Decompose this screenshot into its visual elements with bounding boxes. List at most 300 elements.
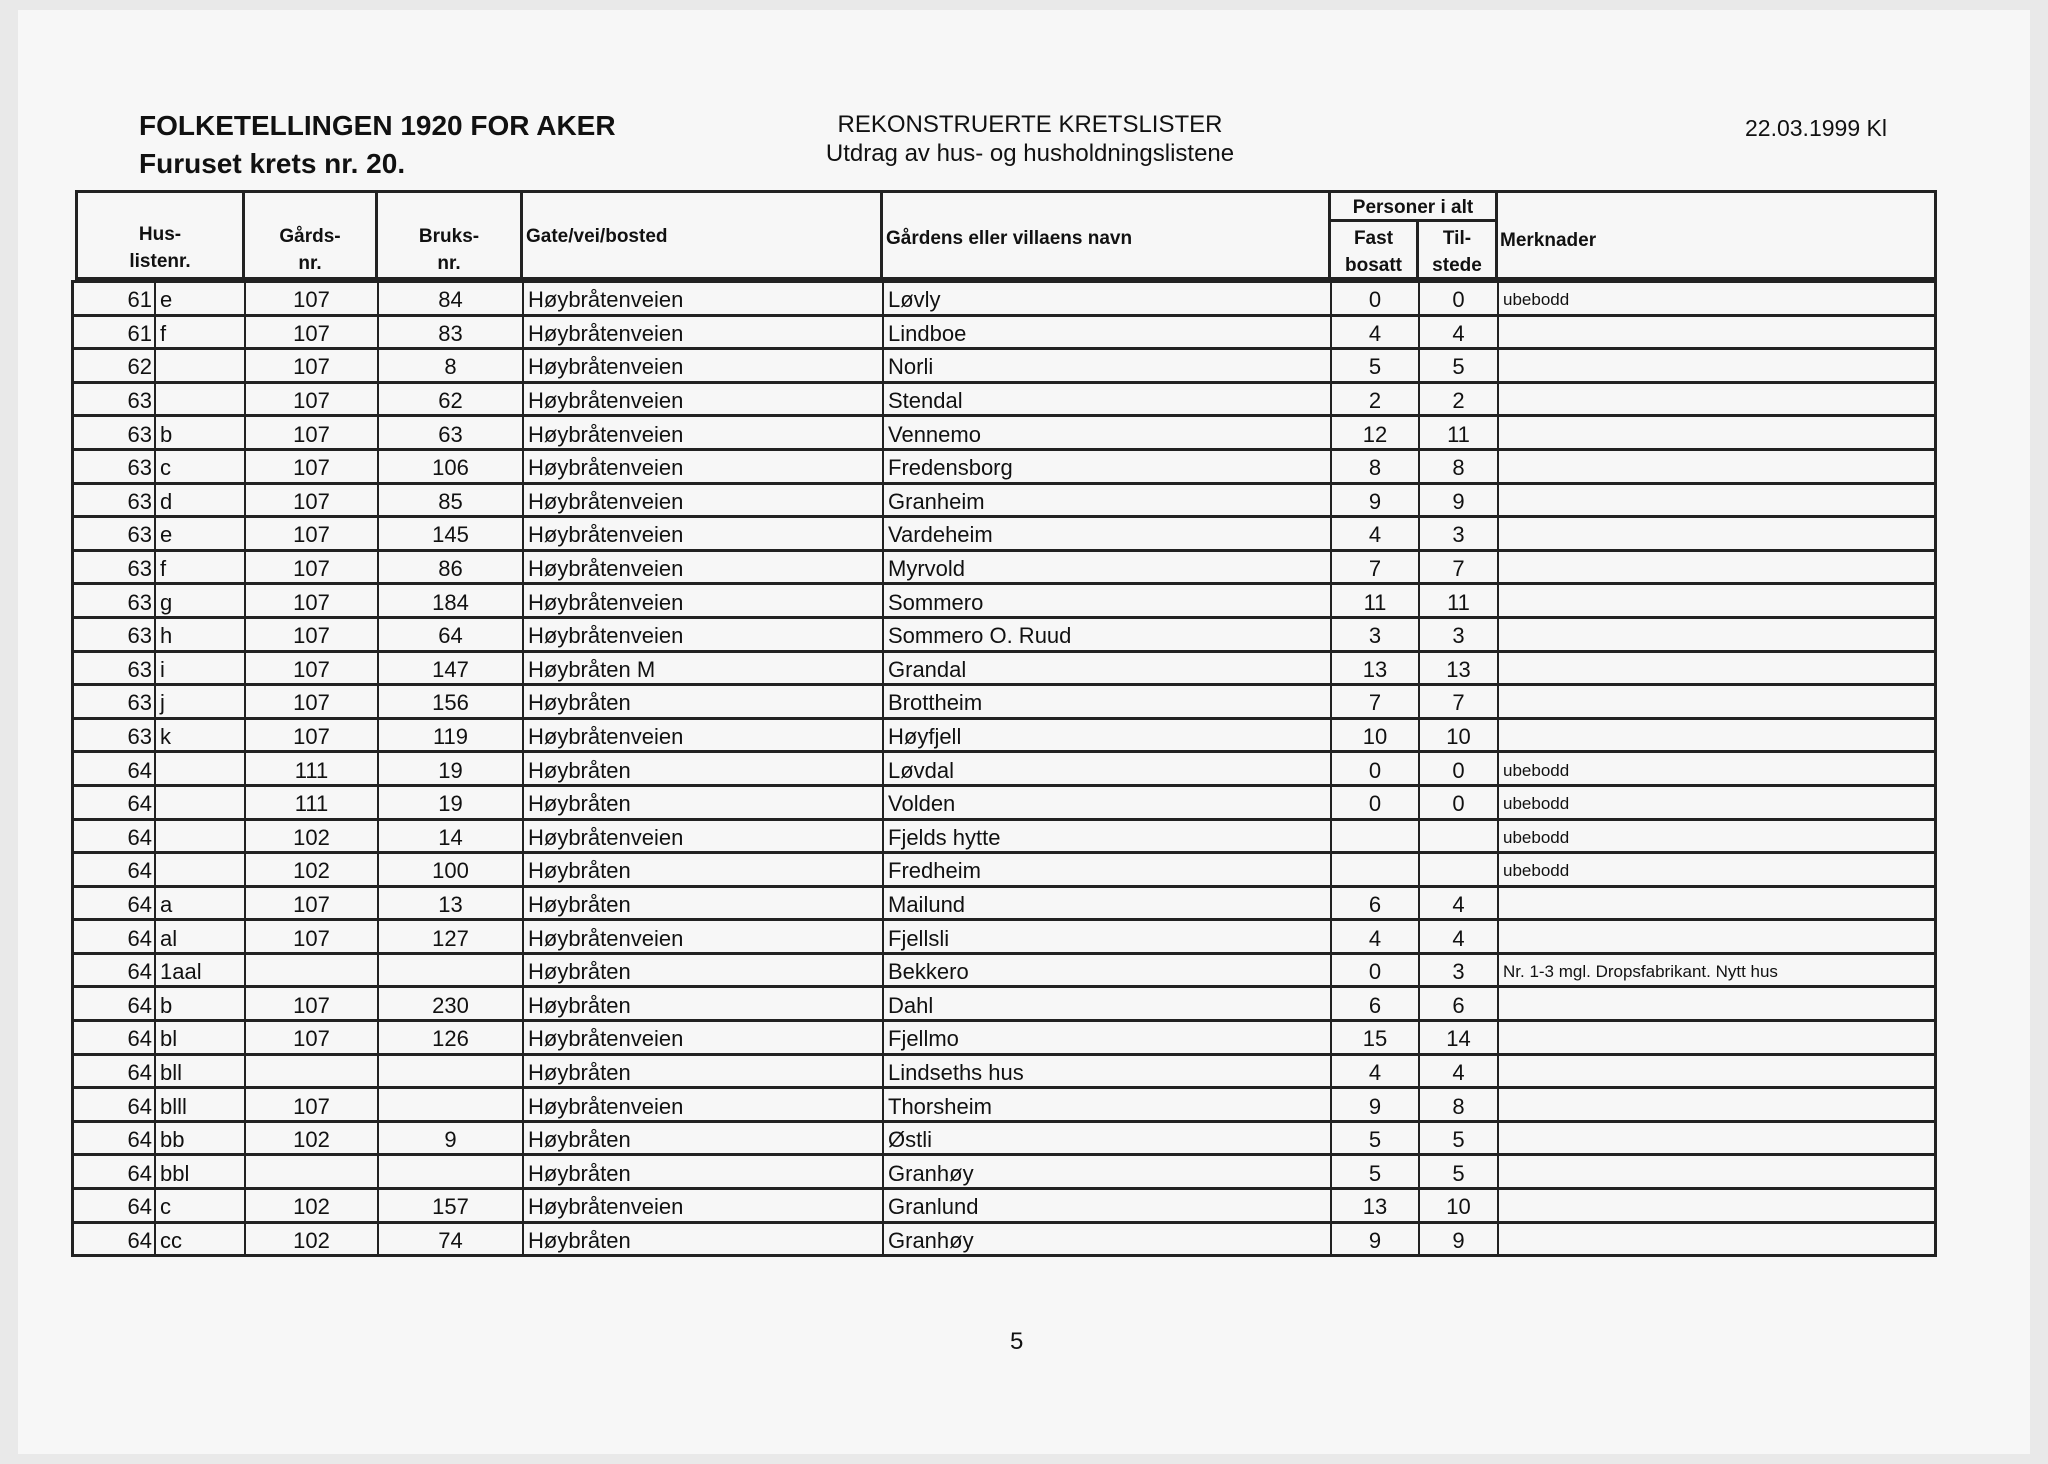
header-hus: Hus-: [138, 224, 182, 245]
cell-fast: 13: [1330, 1190, 1418, 1221]
cell-fast: 10: [1330, 720, 1418, 751]
cell-fast: 0: [1330, 283, 1418, 314]
cell-merk: [1497, 451, 1934, 482]
cell-merk: [1497, 1089, 1934, 1120]
header-merknader: Merknader: [1500, 230, 1597, 251]
cell-let: b: [154, 988, 244, 1019]
table-row: [74, 750, 1934, 784]
cell-til: 3: [1418, 619, 1497, 650]
cell-merk: [1497, 988, 1934, 1019]
cell-til: 4: [1418, 1056, 1497, 1087]
cell-num: 62: [127, 354, 152, 380]
cell-navn: Volden: [882, 787, 1330, 818]
cell-num: 61: [127, 320, 152, 346]
header-personer: Personer i alt: [1352, 197, 1474, 218]
cell-merk: [1497, 921, 1934, 952]
cell-gard: [244, 955, 377, 986]
cell-num: 63: [127, 388, 152, 414]
cell-bruk: 157: [377, 1190, 522, 1221]
cell-navn: Brottheim: [882, 686, 1330, 717]
cell-num: 64: [127, 858, 152, 884]
cell-til: 2: [1418, 384, 1497, 415]
cell-gate: Høybråten M: [522, 653, 882, 684]
cell-gate: Høybråtenveien: [522, 1190, 882, 1221]
cell-bruk: 127: [377, 921, 522, 952]
cell-num: 64: [127, 824, 152, 850]
cell-gate: Høybråtenveien: [522, 720, 882, 751]
cell-til: 6: [1418, 988, 1497, 1019]
cell-fast: 5: [1330, 350, 1418, 381]
cell-navn: Vennemo: [882, 417, 1330, 448]
page-number: 5: [1010, 1328, 1024, 1355]
cell-merk: ubebodd: [1497, 854, 1934, 885]
cell-merk: [1497, 417, 1934, 448]
cell-til: 14: [1418, 1022, 1497, 1053]
cell-num: 63: [127, 656, 152, 682]
cell-num: 64: [127, 1160, 152, 1186]
cell-bruk: 19: [377, 787, 522, 818]
cell-num: 63: [127, 589, 152, 615]
cell-navn: Grandal: [882, 653, 1330, 684]
cell-let: bll: [154, 1056, 244, 1087]
cell-til: 11: [1418, 417, 1497, 448]
table-row: [74, 952, 1934, 986]
table-row: [74, 1120, 1934, 1154]
cell-fast: 0: [1330, 753, 1418, 784]
cell-bruk: [377, 1089, 522, 1120]
table-row: [74, 1019, 1934, 1053]
cell-bruk: 63: [377, 417, 522, 448]
cell-let: i: [154, 653, 244, 684]
cell-merk: ubebodd: [1497, 753, 1934, 784]
cell-bruk: 9: [377, 1123, 522, 1154]
table-row: [74, 818, 1934, 852]
cell-navn: Fjellsli: [882, 921, 1330, 952]
table-row: [74, 582, 1934, 616]
cell-fast: 4: [1330, 317, 1418, 348]
cell-gard: 107: [244, 619, 377, 650]
cell-let: f: [154, 552, 244, 583]
cell-navn: Fredheim: [882, 854, 1330, 885]
cell-merk: [1497, 1022, 1934, 1053]
cell-til: 10: [1418, 1190, 1497, 1221]
table-row: [74, 381, 1934, 415]
cell-navn: Dahl: [882, 988, 1330, 1019]
table-row: [74, 1187, 1934, 1221]
cell-bruk: [377, 1156, 522, 1187]
cell-let: [154, 753, 244, 784]
cell-merk: [1497, 317, 1934, 348]
table-row: [74, 347, 1934, 381]
cell-gate: Høybråten: [522, 1156, 882, 1187]
cell-gate: Høybråten: [522, 888, 882, 919]
document-title: FOLKETELLINGEN 1920 FOR AKER: [139, 110, 616, 141]
cell-gard: 107: [244, 921, 377, 952]
cell-merk: ubebodd: [1497, 787, 1934, 818]
header-listenr: listenr.: [129, 251, 191, 272]
cell-gate: Høybråtenveien: [522, 518, 882, 549]
cell-merk: [1497, 1056, 1934, 1087]
table-row: [74, 985, 1934, 1019]
cell-navn: Granheim: [882, 485, 1330, 516]
table-row: [74, 616, 1934, 650]
cell-let: g: [154, 585, 244, 616]
cell-navn: Stendal: [882, 384, 1330, 415]
cell-let: h: [154, 619, 244, 650]
cell-til: 5: [1418, 1123, 1497, 1154]
cell-num: 63: [127, 522, 152, 548]
cell-num: 64: [127, 959, 152, 985]
cell-gate: Høybråten: [522, 1224, 882, 1255]
cell-gard: 107: [244, 720, 377, 751]
cell-navn: Granlund: [882, 1190, 1330, 1221]
cell-gate: Høybråten: [522, 787, 882, 818]
cell-num: 64: [127, 1227, 152, 1253]
cell-gard: 107: [244, 384, 377, 415]
cell-til: [1418, 854, 1497, 885]
cell-gard: 102: [244, 1224, 377, 1255]
cell-num: 64: [127, 1127, 152, 1153]
cell-fast: 3: [1330, 619, 1418, 650]
cell-gate: Høybråten: [522, 753, 882, 784]
table-row: [74, 784, 1934, 818]
table-row: [74, 1053, 1934, 1087]
cell-fast: 4: [1330, 518, 1418, 549]
cell-fast: [1330, 854, 1418, 885]
cell-let: bbl: [154, 1156, 244, 1187]
cell-navn: Vardeheim: [882, 518, 1330, 549]
table-row: [74, 280, 1934, 314]
cell-gard: [244, 1056, 377, 1087]
cell-gate: Høybråten: [522, 686, 882, 717]
cell-til: 0: [1418, 283, 1497, 314]
cell-fast: 6: [1330, 888, 1418, 919]
cell-let: k: [154, 720, 244, 751]
cell-merk: [1497, 653, 1934, 684]
cell-gard: 107: [244, 451, 377, 482]
cell-navn: Lindboe: [882, 317, 1330, 348]
header-bruks: Bruks-: [418, 226, 480, 247]
cell-fast: 9: [1330, 485, 1418, 516]
cell-fast: 11: [1330, 585, 1418, 616]
table-row: [74, 717, 1934, 751]
cell-num: 63: [127, 724, 152, 750]
cell-let: a: [154, 888, 244, 919]
cell-til: 0: [1418, 787, 1497, 818]
cell-gate: Høybråtenveien: [522, 921, 882, 952]
cell-navn: Granhøy: [882, 1156, 1330, 1187]
cell-num: 63: [127, 421, 152, 447]
cell-til: 4: [1418, 888, 1497, 919]
cell-gate: Høybråtenveien: [522, 451, 882, 482]
cell-fast: 5: [1330, 1156, 1418, 1187]
header-til: Til-: [1442, 228, 1472, 249]
header-bruks-nr: nr.: [437, 253, 461, 274]
cell-num: 64: [127, 1059, 152, 1085]
cell-merk: [1497, 686, 1934, 717]
cell-gate: Høybråten: [522, 854, 882, 885]
cell-navn: Løvdal: [882, 753, 1330, 784]
cell-merk: [1497, 585, 1934, 616]
cell-gate: Høybråtenveien: [522, 417, 882, 448]
cell-num: 64: [127, 1194, 152, 1220]
cell-fast: 7: [1330, 552, 1418, 583]
table-row: [74, 314, 1934, 348]
cell-gard: 107: [244, 988, 377, 1019]
cell-navn: Fjellmo: [882, 1022, 1330, 1053]
cell-bruk: 64: [377, 619, 522, 650]
cell-num: 63: [127, 556, 152, 582]
cell-num: 64: [127, 992, 152, 1018]
cell-gard: 111: [244, 753, 377, 784]
cell-bruk: 100: [377, 854, 522, 885]
cell-let: al: [154, 921, 244, 952]
cell-bruk: [377, 955, 522, 986]
cell-gate: Høybråten: [522, 1123, 882, 1154]
cell-bruk: 145: [377, 518, 522, 549]
cell-fast: 15: [1330, 1022, 1418, 1053]
cell-num: 63: [127, 623, 152, 649]
header-gards: Gårds-: [279, 226, 341, 247]
cell-num: 64: [127, 757, 152, 783]
cell-bruk: 8: [377, 350, 522, 381]
cell-num: 63: [127, 488, 152, 514]
cell-let: [154, 384, 244, 415]
cell-til: 7: [1418, 686, 1497, 717]
cell-til: 8: [1418, 451, 1497, 482]
cell-navn: Myrvold: [882, 552, 1330, 583]
cell-num: 63: [127, 455, 152, 481]
cell-let: [154, 854, 244, 885]
table-row: [74, 448, 1934, 482]
cell-til: 8: [1418, 1089, 1497, 1120]
cell-navn: Fredensborg: [882, 451, 1330, 482]
center-subheading: Utdrag av hus- og husholdningslistene: [825, 140, 1235, 167]
cell-gate: Høybråtenveien: [522, 1022, 882, 1053]
cell-let: b: [154, 417, 244, 448]
cell-bruk: 83: [377, 317, 522, 348]
cell-navn: Granhøy: [882, 1224, 1330, 1255]
cell-merk: [1497, 552, 1934, 583]
cell-bruk: 106: [377, 451, 522, 482]
cell-fast: 12: [1330, 417, 1418, 448]
cell-gate: Høybråtenveien: [522, 552, 882, 583]
cell-let: e: [154, 518, 244, 549]
header-navn: Gårdens eller villaens navn: [886, 228, 1133, 249]
cell-merk: [1497, 888, 1934, 919]
table-row: [74, 650, 1934, 684]
cell-gard: 102: [244, 1123, 377, 1154]
cell-til: 9: [1418, 1224, 1497, 1255]
table-row: [74, 515, 1934, 549]
cell-fast: 13: [1330, 653, 1418, 684]
cell-let: f: [154, 317, 244, 348]
table-row: [74, 414, 1934, 448]
table-row: [74, 1086, 1934, 1120]
cell-fast: 6: [1330, 988, 1418, 1019]
cell-merk: [1497, 1123, 1934, 1154]
cell-merk: [1497, 1156, 1934, 1187]
cell-num: 64: [127, 891, 152, 917]
cell-gard: 107: [244, 283, 377, 314]
cell-navn: Sommero O. Ruud: [882, 619, 1330, 650]
cell-fast: 0: [1330, 787, 1418, 818]
cell-fast: 8: [1330, 451, 1418, 482]
cell-gard: 102: [244, 821, 377, 852]
cell-merk: [1497, 1224, 1934, 1255]
cell-let: cc: [154, 1224, 244, 1255]
cell-merk: [1497, 485, 1934, 516]
table-row: [74, 549, 1934, 583]
cell-fast: 5: [1330, 1123, 1418, 1154]
cell-navn: Fjelds hytte: [882, 821, 1330, 852]
cell-merk: [1497, 1190, 1934, 1221]
cell-gard: 107: [244, 585, 377, 616]
header-bosatt: bosatt: [1345, 255, 1402, 276]
cell-let: d: [154, 485, 244, 516]
cell-bruk: 62: [377, 384, 522, 415]
cell-fast: 4: [1330, 921, 1418, 952]
cell-bruk: 230: [377, 988, 522, 1019]
cell-til: 3: [1418, 955, 1497, 986]
cell-til: 3: [1418, 518, 1497, 549]
cell-gard: 111: [244, 787, 377, 818]
cell-let: 1aal: [154, 955, 244, 986]
cell-bruk: [377, 1056, 522, 1087]
cell-bruk: 147: [377, 653, 522, 684]
cell-gard: 107: [244, 417, 377, 448]
cell-gate: Høybråtenveien: [522, 283, 882, 314]
cell-navn: Løvly: [882, 283, 1330, 314]
document-date: 22.03.1999 Kl: [1745, 115, 1887, 141]
table-row: [74, 885, 1934, 919]
cell-bruk: 19: [377, 753, 522, 784]
cell-bruk: 119: [377, 720, 522, 751]
cell-gard: 107: [244, 1089, 377, 1120]
cell-fast: 2: [1330, 384, 1418, 415]
cell-gard: 107: [244, 1022, 377, 1053]
center-heading: REKONSTRUERTE KRETSLISTER: [837, 111, 1223, 138]
cell-gard: 107: [244, 485, 377, 516]
cell-let: [154, 350, 244, 381]
cell-gard: 107: [244, 888, 377, 919]
cell-til: 13: [1418, 653, 1497, 684]
cell-num: 63: [127, 690, 152, 716]
cell-til: 11: [1418, 585, 1497, 616]
cell-til: 0: [1418, 753, 1497, 784]
cell-navn: Lindseths hus: [882, 1056, 1330, 1087]
data-table: [71, 280, 1937, 1257]
cell-til: 4: [1418, 317, 1497, 348]
cell-num: 64: [127, 791, 152, 817]
cell-num: 64: [127, 1093, 152, 1119]
cell-num: 64: [127, 925, 152, 951]
cell-gard: 102: [244, 854, 377, 885]
cell-gate: Høybråtenveien: [522, 821, 882, 852]
cell-let: e: [154, 283, 244, 314]
cell-merk: [1497, 350, 1934, 381]
cell-navn: Sommero: [882, 585, 1330, 616]
cell-navn: Norli: [882, 350, 1330, 381]
cell-gard: 107: [244, 518, 377, 549]
cell-let: j: [154, 686, 244, 717]
cell-gard: 102: [244, 1190, 377, 1221]
cell-merk: Nr. 1-3 mgl. Dropsfabrikant. Nytt hus: [1497, 955, 1934, 986]
cell-let: bl: [154, 1022, 244, 1053]
cell-gate: Høybråtenveien: [522, 619, 882, 650]
cell-fast: 0: [1330, 955, 1418, 986]
cell-til: 4: [1418, 921, 1497, 952]
cell-gate: Høybråten: [522, 1056, 882, 1087]
cell-gard: 107: [244, 686, 377, 717]
document-subtitle: Furuset krets nr. 20.: [139, 148, 406, 179]
cell-navn: Bekkero: [882, 955, 1330, 986]
table-row: [74, 1221, 1934, 1255]
cell-bruk: 126: [377, 1022, 522, 1053]
header-stede: stede: [1432, 255, 1482, 276]
cell-let: c: [154, 1190, 244, 1221]
cell-merk: [1497, 619, 1934, 650]
cell-navn: Mailund: [882, 888, 1330, 919]
cell-gard: 107: [244, 653, 377, 684]
cell-merk: [1497, 518, 1934, 549]
cell-gate: Høybråten: [522, 955, 882, 986]
cell-bruk: 85: [377, 485, 522, 516]
cell-num: 61: [127, 287, 152, 313]
cell-til: 9: [1418, 485, 1497, 516]
cell-merk: ubebodd: [1497, 821, 1934, 852]
header-gards-nr: nr.: [298, 253, 322, 274]
cell-merk: [1497, 384, 1934, 415]
cell-bruk: 74: [377, 1224, 522, 1255]
cell-bruk: 84: [377, 283, 522, 314]
cell-gard: 107: [244, 350, 377, 381]
cell-til: 7: [1418, 552, 1497, 583]
cell-gard: 107: [244, 317, 377, 348]
cell-gate: Høybråtenveien: [522, 485, 882, 516]
table-row: [74, 1153, 1934, 1187]
cell-bruk: 156: [377, 686, 522, 717]
cell-let: bb: [154, 1123, 244, 1154]
cell-fast: 4: [1330, 1056, 1418, 1087]
cell-navn: Thorsheim: [882, 1089, 1330, 1120]
table-row: [74, 683, 1934, 717]
cell-num: 64: [127, 1026, 152, 1052]
table-row: [74, 482, 1934, 516]
cell-merk: [1497, 720, 1934, 751]
cell-fast: 9: [1330, 1089, 1418, 1120]
table-row: [74, 918, 1934, 952]
cell-gate: Høybråtenveien: [522, 350, 882, 381]
cell-fast: 9: [1330, 1224, 1418, 1255]
cell-gate: Høybråtenveien: [522, 384, 882, 415]
header-gate: Gate/vei/bosted: [526, 226, 668, 247]
cell-navn: Østli: [882, 1123, 1330, 1154]
cell-gard: [244, 1156, 377, 1187]
cell-let: [154, 821, 244, 852]
cell-gate: Høybråten: [522, 988, 882, 1019]
cell-gate: Høybråtenveien: [522, 585, 882, 616]
cell-til: [1418, 821, 1497, 852]
cell-gard: 107: [244, 552, 377, 583]
cell-bruk: 14: [377, 821, 522, 852]
cell-gate: Høybråtenveien: [522, 317, 882, 348]
cell-til: 5: [1418, 1156, 1497, 1187]
header-fast: Fast: [1353, 228, 1394, 249]
cell-bruk: 86: [377, 552, 522, 583]
cell-let: c: [154, 451, 244, 482]
cell-gate: Høybråtenveien: [522, 1089, 882, 1120]
